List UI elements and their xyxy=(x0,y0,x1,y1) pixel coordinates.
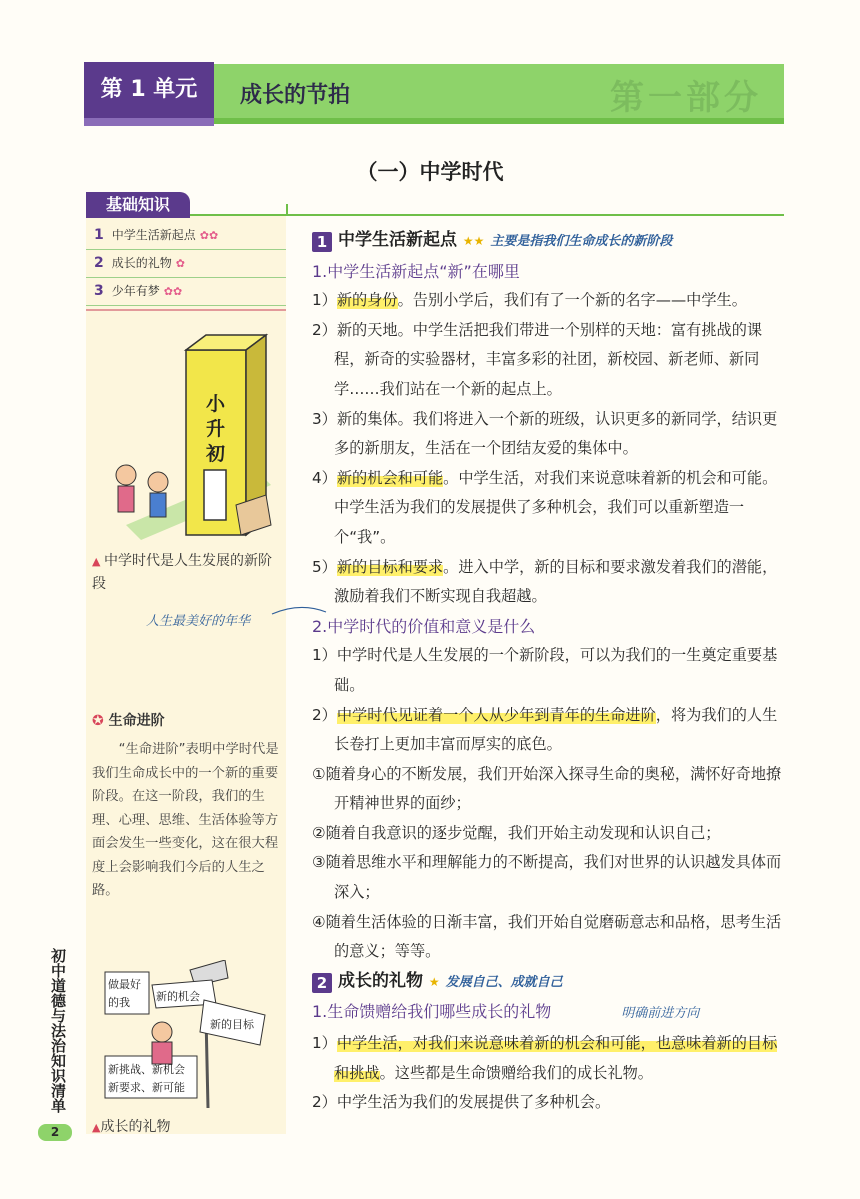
question-3: 1.生命馈赠给我们哪些成长的礼物 明确前进方向 xyxy=(312,1002,700,1022)
list-item: 5）新的目标和要求。进入中学，新的目标和要求激发着我们的潜能，激励着我们不断实现自我超越。 xyxy=(312,557,778,606)
handnote-direction: 明确前进方向 xyxy=(621,1006,700,1022)
star-icon: ✿ xyxy=(175,257,185,270)
illus-text-xiao: 小 xyxy=(206,393,226,415)
list-item: 4）新的机会和可能。中学生活，对我们来说意味着新的机会和可能。中学生活为我们的发展提供了多种机会，我们可以重新塑造一个“我”。 xyxy=(312,468,778,546)
banner-watermark: 第一部分 xyxy=(610,78,762,118)
tip-title: ✪ 生命进阶 xyxy=(92,713,165,729)
basic-knowledge-tag: 基础知识 xyxy=(86,192,190,218)
toc-item[interactable]: 2 成长的礼物 ✿ xyxy=(86,250,286,278)
tip-body: “生命进阶”表明中学时代是我们生命成长中的一个新的重要阶段。在这一阶段，我们的生理、心理、思维、生活体验等方面会发生一些变化，这在很大程度上会影响我们今后的人生之路。 xyxy=(92,742,279,898)
unit-label: 第 1 单元 xyxy=(84,62,214,118)
toc-list xyxy=(86,222,286,306)
toc-item[interactable]: 1 中学生活新起点 ✿✿ xyxy=(86,222,286,250)
illustration-growth-gift xyxy=(100,960,280,1110)
list-item: 2）中学生活为我们的发展提供了多种机会。 xyxy=(312,1093,611,1112)
bubble-new-chance: 新的机会 xyxy=(156,990,200,1003)
illus-text-sheng: 升 xyxy=(206,418,226,440)
triangle-icon: ▲ xyxy=(92,555,104,568)
vertical-book-label: 初中道德与法治知识清单 xyxy=(49,948,67,1113)
illustration-xiaoshengchu xyxy=(96,330,276,545)
list-item: 2）中学时代见证着一个人从少年到青年的生命进阶，将为我们的人生长卷打上更加丰富而厚实的底色。 xyxy=(312,705,778,754)
list-item: 1）新的身份。告别小学后，我们有了一个新的名字——中学生。 xyxy=(312,291,747,310)
section-heading-2: 2 成长的礼物 ★ 发展自己、成就自己 xyxy=(312,967,790,998)
triangle-icon: ▲ xyxy=(92,1121,101,1134)
bubble-best-me: 做最好 xyxy=(108,978,141,991)
handnote-new-stage: 主要是指我们生命成长的新阶段 xyxy=(490,234,673,249)
bubble-new-requirements: 新要求、新可能 xyxy=(108,1081,185,1094)
list-item: 1）中学生活，对我们来说意味着新的机会和可能，也意味着新的目标和挑战。这些都是生命馈赠给我们的成长礼物。 xyxy=(312,1034,778,1082)
toc-item[interactable]: 3 少年有梦 ✿✿ xyxy=(86,278,286,306)
list-item: 3）新的集体。我们将进入一个新的班级，认识更多的新同学，结识更多的新朋友，生活在一个团结友爱的集体中。 xyxy=(312,409,778,458)
star-icon: ✿✿ xyxy=(163,285,183,298)
list-item: 2）新的天地。中学生活把我们带进一个别样的天地：富有挑战的课程，新奇的实验器材，丰富多彩的社团，新校园、新老师、新同学……我们站在一个新的起点上。 xyxy=(312,320,763,398)
chapter-title: （一）中学时代 xyxy=(356,160,504,184)
handnote-develop-self: 发展自己、成就自己 xyxy=(445,974,563,990)
unit-title: 成长的节拍 xyxy=(240,83,351,108)
sub-list-item: ②随着自我意识的逐步觉醒，我们开始主动发现和认识自己； xyxy=(312,823,721,842)
page-number: 2 xyxy=(38,1124,72,1141)
sub-list-item: ③随着思维水平和理解能力的不断提高，我们对世界的认识越发具体而深入； xyxy=(312,853,782,902)
star-icon: ✿✿ xyxy=(199,229,219,242)
illus-text-chu: 初 xyxy=(206,443,226,465)
section-divider-drop xyxy=(286,204,288,216)
bubble-new-goal: 新的目标 xyxy=(210,1018,254,1031)
main-content xyxy=(312,226,790,1118)
illustration-caption-1: ▲ 中学时代是人生发展的新阶段 xyxy=(92,553,272,592)
bubble-new-challenges: 新挑战、新机会 xyxy=(108,1063,185,1076)
sub-list-item: ①随着身心的不断发展，我们开始深入探寻生命的奥秘，满怀好奇地撩开精神世界的面纱； xyxy=(312,764,782,813)
dot-icon: ✪ xyxy=(92,713,109,729)
question-2: 2.中学时代的价值和意义是什么 xyxy=(312,616,536,636)
sub-list-item: ④随着生活体验的日渐丰富，我们开始自觉磨砺意志和品格，思考生活的意义；等等。 xyxy=(312,912,782,961)
star-icon: ★ xyxy=(428,974,440,989)
star-icon: ★★ xyxy=(462,234,485,248)
section-divider xyxy=(190,214,784,216)
handnote-youth: 人生最美好的年华 xyxy=(146,614,251,629)
illustration-caption-2: ▲成长的礼物 xyxy=(92,1119,171,1135)
section-heading-1: 1 中学生活新起点 ★★ 主要是指我们生命成长的新阶段 xyxy=(312,226,790,257)
sidebar-rule xyxy=(86,309,286,311)
list-item: 1）中学时代是人生发展的一个新阶段，可以为我们的一生奠定重要基础。 xyxy=(312,646,778,694)
bubble-best-me-2: 的我 xyxy=(108,996,130,1009)
question-1: 1.中学生活新起点“新”在哪里 xyxy=(312,261,520,281)
